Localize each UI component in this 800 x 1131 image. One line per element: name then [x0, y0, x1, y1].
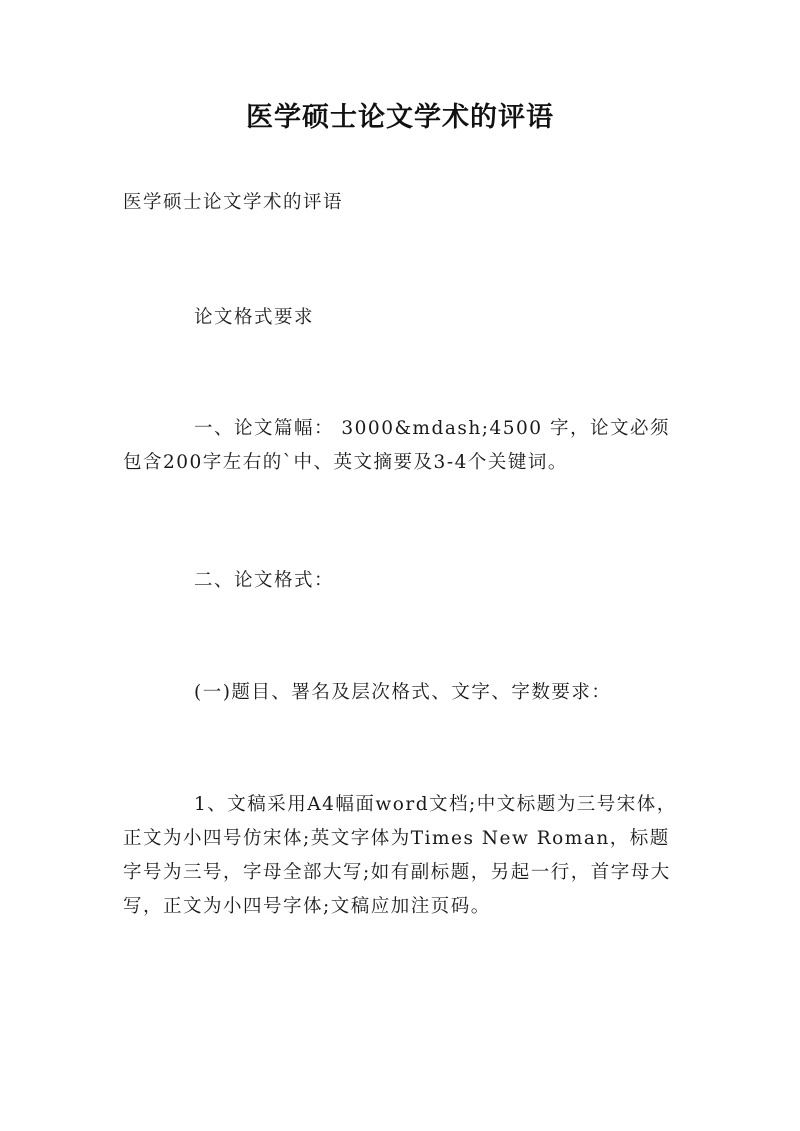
document-title: 医学硕士论文学术的评语: [246, 102, 554, 133]
paragraph-document-rules: 1、文稿采用A4幅面word文档;中文标题为三号宋体，正文为小四号仿宋体;英文字体为Times New Roman，标题字号为三号，字母全部大写;如有副标题，另起一行，首字母大写，正文为小四号字体;文稿应加注页码。: [123, 794, 677, 917]
paragraph-format-heading: 二、论文格式：: [194, 570, 335, 591]
paragraph-format-requirements: 论文格式要求: [194, 307, 315, 328]
paragraph-title-requirements: (一)题目、署名及层次格式、文字、字数要求：: [194, 682, 612, 703]
paragraph-subtitle: 医学硕士论文学术的评语: [123, 192, 344, 213]
paragraph-length: 一、论文篇幅： 3000&mdash;4500 字，论文必须包含200字左右的`中、英文摘要及3-4个关键词。: [123, 418, 670, 473]
